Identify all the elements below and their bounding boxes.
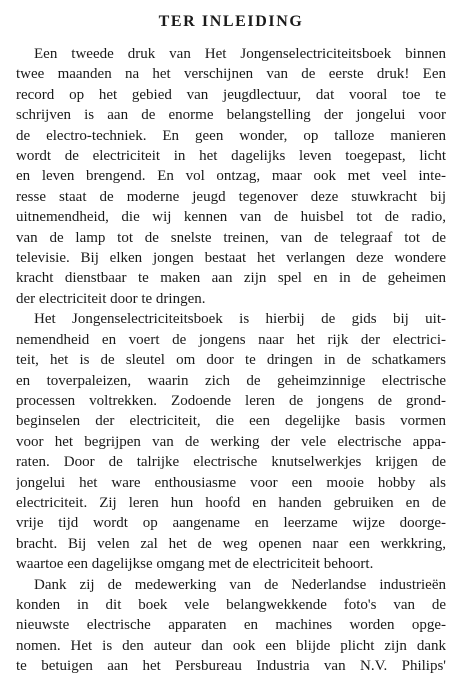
- text-line: televisie. Bij elken jongen bestaat het verlangen deze wondere: [16, 250, 446, 267]
- text-line: bracht. Bij velen zal het de weg openen naar een werkkring,: [16, 535, 446, 552]
- text-line: uitnemendheid, die wij kennen van de huisbel tot de radio,: [16, 209, 446, 226]
- text-line: twee maanden na het verschijnen van de eerste druk! Een: [16, 66, 446, 83]
- text-line: voor het begrijpen van de werking der vele electrische appa-: [16, 433, 446, 450]
- text-line: en toverpaleizen, waarin zich de geheimzinnige electrische: [16, 372, 446, 389]
- text-line: en leven brengend. En vol ontzag, maar ook met veel inte-: [16, 168, 446, 185]
- text-line: nomen. Het is den auteur dan ook een blijde plicht zijn dank: [16, 637, 446, 654]
- text-line: der electriciteit door te dringen.: [16, 290, 206, 307]
- text-line: resse staat de moderne jeugd tegenover deze stuwkracht bij: [16, 188, 446, 205]
- text-line: teit, het is de sleutel om door te dringen in de schatkamers: [16, 352, 446, 369]
- text-line: Dank zij de medewerking van de Nederlandse industrieën: [34, 576, 446, 593]
- text-line: de electro-techniek. En geen wonder, op talloze manieren: [16, 127, 446, 144]
- paragraph: [16, 309, 446, 574]
- text-line: te betuigen aan het Persbureau Industria van N.V. Philips': [16, 658, 446, 675]
- text-line: Het Jongenselectriciteitsboek is hierbij de gids bij uit-: [34, 311, 446, 328]
- text-line: nieuwste electrische apparaten en machines worden opge-: [16, 617, 446, 634]
- text-line: beginselen der electriciteit, die een degelijke basis vormen: [16, 413, 446, 430]
- text-line: van de lamp tot de snelste treinen, van de telegraaf tot de: [16, 229, 446, 246]
- text-line: record op het gebied van jeugdlectuur, dat vooral toe te: [16, 86, 446, 103]
- text-line: kracht dienstbaar te maken aan zijn spel en in de geheimen: [16, 270, 446, 287]
- document-body: [16, 44, 446, 677]
- text-line: jongelui het ware enthousiasme voor een mooie hobby als: [16, 474, 446, 491]
- text-line: processen voltrekken. Zodoende leren de jongens de grond-: [16, 392, 446, 409]
- text-line: wordt de electriciteit in het dagelijks leven toegepast, licht: [16, 148, 446, 165]
- page-heading: TER INLEIDING: [158, 13, 304, 30]
- text-line: waartoe een dagelijkse omgang met de electriciteit behoort.: [16, 556, 374, 573]
- text-line: vrije tijd wordt op aangename en leerzame wijze doorge-: [16, 515, 446, 532]
- text-line: nemendheid en voert de jongens naar het rijk der electrici-: [16, 331, 446, 348]
- paragraph: [16, 44, 446, 309]
- text-line: raten. Door de talrijke electrische knutselwerkjes krijgen de: [16, 454, 446, 471]
- text-line: Een tweede druk van Het Jongenselectriciteitsboek binnen: [34, 46, 446, 62]
- text-line: konden in dit boek vele belangwekkende foto's van de: [16, 596, 446, 613]
- text-line: schrijven is aan de enorme belangstelling der jongelui voor: [16, 107, 446, 124]
- paragraph: [16, 575, 446, 677]
- text-line: electriciteit. Zij leren hun hoofd en handen gebruiken en de: [16, 494, 446, 511]
